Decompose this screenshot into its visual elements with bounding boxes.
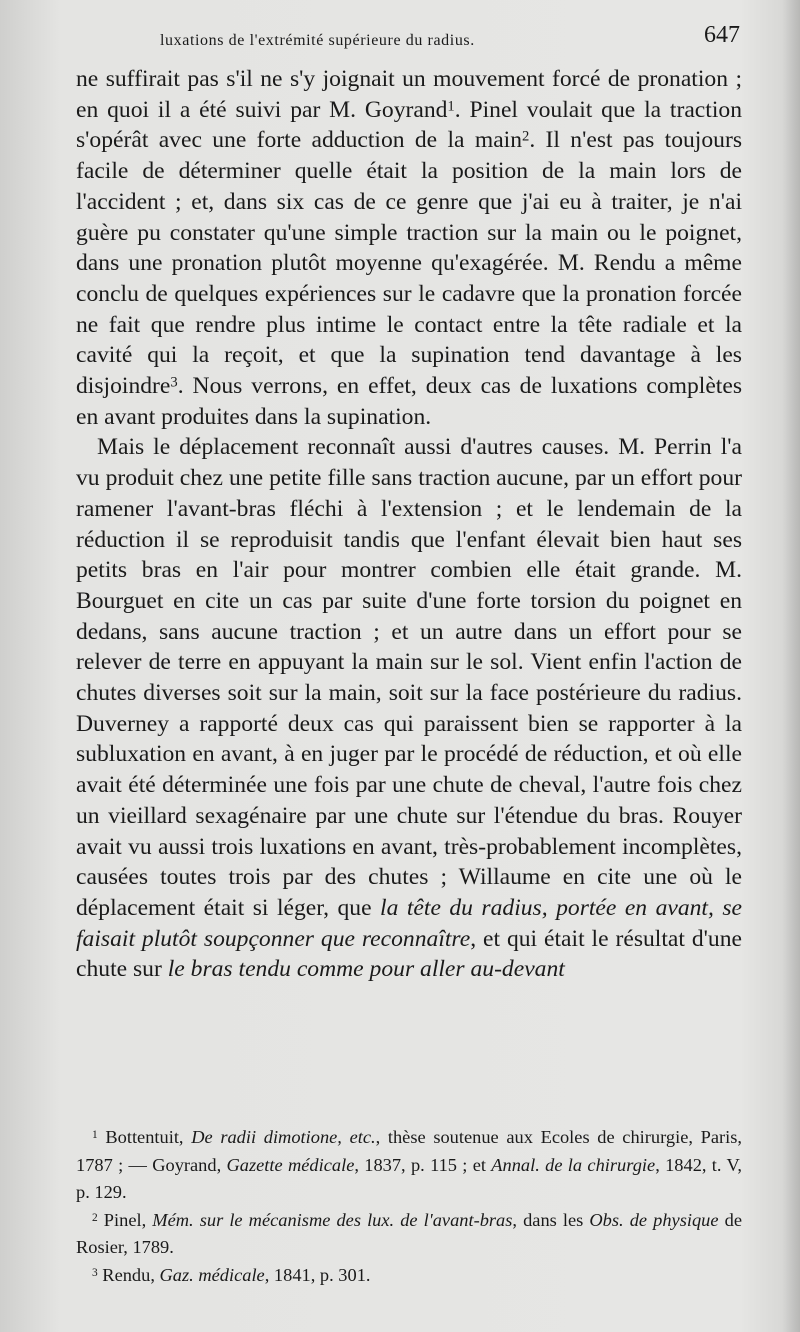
italic-quote-2: le bras tendu comme pour aller au-devant xyxy=(167,956,565,983)
running-head: luxations de l'extrémité supérieure du radius. xyxy=(160,32,475,49)
footnote-ref-2: 2 xyxy=(522,128,530,145)
footnote-ref-3: 3 xyxy=(170,374,178,391)
body-text xyxy=(76,64,742,985)
footnote-3: $^3$ Rendu, Gaz. médicale, 1841, p. 301. xyxy=(92,1264,371,1285)
footnote-2: $^2$ Pinel, Mém. sur le mécanisme des lux. de l'avant-bras, dans les Obs. de physique de Rosier, 1789. xyxy=(76,1209,742,1257)
page-number: 647 xyxy=(704,22,740,48)
footnote-ref-1: 1 xyxy=(447,98,455,115)
page-header xyxy=(76,22,744,56)
paragraph-1: ne suffirait pas s'il ne s'y joignait un mouvement forcé de pronation ; en quoi il a été suivi par M. Goyrand$^1$. Pinel voulait que la traction s'opérât avec une forte adduction de la main$^2$. Il n'est pas toujours facile de déterminer quelle était la position de la main lors de l'accident ; et, dans six cas de ce genre que j'ai eu à traiter, je n'ai guère pu constater qu'une simple traction sur la main ou le poignet, dans une pronation plutôt moyenne qu'exagérée. M. Rendu a même conclu de quelques expériences sur le cadavre que la pronation forcée ne fait que rendre plus intime le contact entre la tête radiale et la cavité qui la reçoit, et que la supination tend davantage à les disjoindre$^3$. Nous verrons, en effet, deux cas de luxations complètes en avant produites dans la supination. xyxy=(76,66,742,430)
page-edge-shadow xyxy=(782,0,800,1332)
italic-quote-1: la tête du radius, portée en avant, se faisait plutôt soupçonner que reconnaître xyxy=(76,894,742,952)
footnote-1: $^1$ Bottentuit, De radii dimotione, etc., thèse soutenue aux Ecoles de chirurgie, Paris, 1787 ; — Goyrand, Gazette médicale, 1837, p. 115 ; et Annal. de la chirurgie, 1842, t. V, p. 129. xyxy=(76,1127,743,1202)
paragraph-2: Mais le déplacement reconnaît aussi d'autres causes. M. Perrin l'a vu produit chez une petite fille sans traction aucune, par un effort pour ramener l'avant-bras fléchi à l'extension ; et le lendemain de la réduction il se reproduisit tandis que l'enfant élevait bien haut ses petits bras en l'air pour montrer combien elle était grande. M. Bourguet en cite un cas par suite d'une forte torsion du poignet en dedans, sans aucune traction ; et un autre dans un effort pour se relever de terre en appuyant la main sur le sol. Vient enfin l'action de chutes diverses soit sur la main, soit sur la face postérieure du radius. Duverney a rapporté deux cas qui paraissent bien se rapporter à la subluxation en avant, à en juger par le procédé de réduction, et où elle avait été déterminée une fois par une chute de cheval, l'autre fois chez un vieillard sexagénaire par une chute sur l'étendue du bras. Rouyer avait vu aussi trois luxations en avant, très-probablement incomplètes, causées toutes trois par des chutes ; Willaume en cite une où le déplacement était si léger, que la tête du radius, portée en avant, se faisait plutôt soupçonner que reconnaître, et qui était le résultat d'une chute sur le bras tendu comme pour aller au-devant xyxy=(76,434,742,983)
footnotes xyxy=(76,1124,742,1289)
